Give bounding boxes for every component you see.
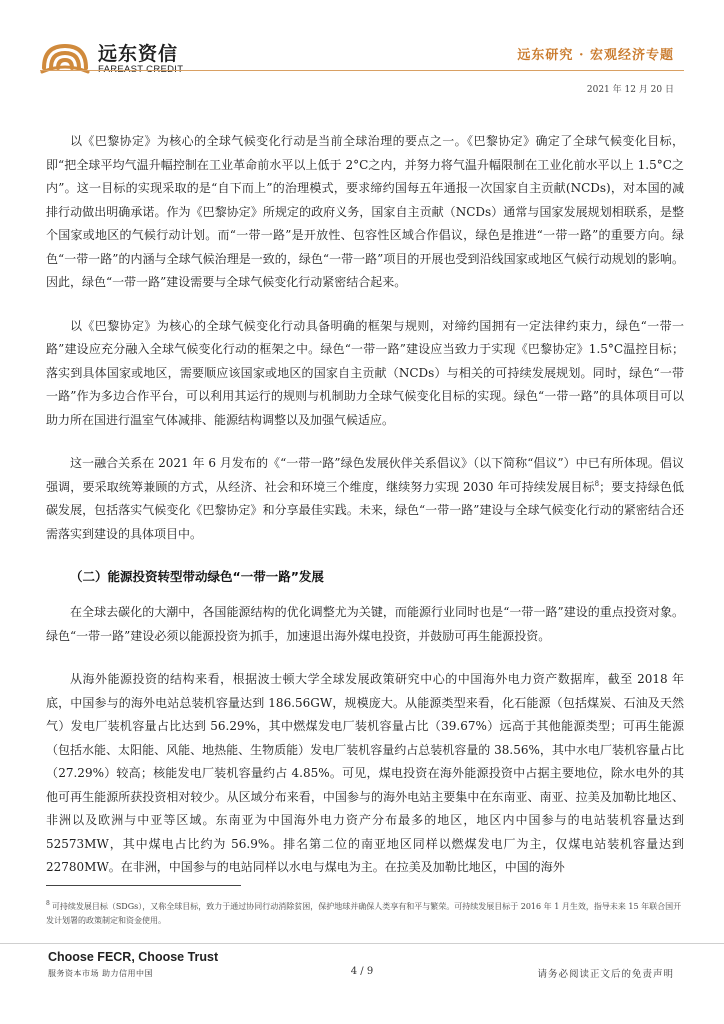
logo-text-cn: 远东资信 <box>98 43 179 65</box>
footnote-text: 可持续发展目标（SDGs），又称全球目标，致力于通过协同行动消除贫困，保护地球并确保人类享有和平与繁荣。可持续发展目标于 2016 年 1 月生效，指导未来 15 年联合国开发计划署的政策制定和资金使用。 <box>46 902 682 925</box>
footnote-divider <box>46 885 241 886</box>
footnote-reference[interactable]: 8 <box>594 479 600 488</box>
footer-slogan-cn: 服务资本市场 助力信用中国 <box>48 969 154 978</box>
paragraph-initiative <box>46 452 684 546</box>
paragraph-framework: 以《巴黎协定》为核心的全球气候变化行动具备明确的框架与规则，对缔约国拥有一定法律约束力，绿色“一带一路”建设应充分融入全球气候变化行动的框架之中。绿色“一带一路”建设应当致力于实现《巴黎协定》1.5°C温控目标；落实到具体国家或地区，需要顺应该国家或地区的国家自主贡献（NCDs）与相关的可持续发展规划。同时，绿色“一带一路”作为多边合作平台，可以利用其运行的规则与机制助力全球气候变化目标的实现。绿色“一带一路”的具体项目可以助力所在国进行温室气体减排、能源结构调整以及加强气候适应。 <box>46 318 684 427</box>
footer-divider <box>0 943 724 944</box>
document-body <box>46 130 684 900</box>
page-header <box>0 0 724 100</box>
footnote <box>46 900 686 928</box>
paragraph-investment-structure: 从海外能源投资的结构来看，根据波士顿大学全球发展政策研究中心的中国海外电力资产数据库，截至 2018 年底，中国参与的海外电站总装机容量达到 186.56GW，规模庞大。从能源类型来看，化石能源（包括煤炭、石油及天然气）发电厂装机容量占比达到 56.29%，其中燃煤发电厂装机容量占比（39.67%）远高于其他能源类型；可再生能源（包括水能、太阳能、风能、地热能、生物质能）发电厂装机容量约占总装机容量的 38.56%，其中水电厂装机容量占比（27.29%）较高；核能发电厂装机容量约占 4.85%。可见，煤电投资在海外能源投资中占据主要地位，除水电外的其他可再生能源所获投资相对较少。从区域分布来看，中国参与的海外电站主要集中在东南亚、南亚、拉美及加勒比地区、非洲以及欧洲与中亚等区域。东南亚为中国海外电力资产分布最多的地区，地区内中国参与的电站装机容量达到 52573MW，其中煤电占比约为 56.9%。排名第二位的南亚地区同样以燃煤发电厂为主，仅煤电站装机容量达到 22780MW。在非洲，中国参与的电站同样以水电与煤电为主。在拉美及加勒比地区，中国的海外 <box>46 672 684 874</box>
company-logo <box>40 38 190 78</box>
header-divider <box>40 70 684 71</box>
report-series-title: 远东研究 · 宏观经济专题 <box>517 48 674 63</box>
footnote-number: 8 <box>46 900 50 908</box>
footer-slogan-en: Choose FECR, Choose Trust <box>48 950 219 964</box>
logo-mark-icon <box>40 38 90 78</box>
section-heading: （二）能源投资转型带动绿色“一带一路”发展 <box>70 569 324 584</box>
page-number: 4 / 9 <box>350 966 374 977</box>
disclaimer-notice[interactable]: 请务必阅读正文后的免责声明 <box>537 969 674 980</box>
paragraph-energy-transition: 在全球去碳化的大潮中，各国能源结构的优化调整尤为关键，而能源行业同时也是“一带一路”建设的重点投资对象。绿色“一带一路”建设必须以能源投资为抓手，加速退出海外煤电投资，并鼓励可再生能源投资。 <box>46 605 684 643</box>
paragraph-initiative-part1: 这一融合关系在 2021 年 6 月发布的《“一带一路”绿色发展伙伴关系倡议》（以下简称“倡议”）中已有所体现。倡议强调，要采取统筹兼顾的方式，从经济、社会和环境三个维度，继续努力实现 2030 年可持续发展目标 <box>46 456 684 494</box>
paragraph-paris-agreement: 以《巴黎协定》为核心的全球气候变化行动是当前全球治理的要点之一。《巴黎协定》确定了全球气候变化目标，即“把全球平均气温升幅控制在工业革命前水平以上低于 2°C之内，并努力将气温升幅限制在工业化前水平以上 1.5°C之内”。这一目标的实现采取的是“自下而上”的治理模式，要求缔约国每五年通报一次国家自主贡献(NCDs)，对本国的减排行动做出明确承诺。作为《巴黎协定》所规定的政府义务，国家自主贡献（NCDs）通常与国家发展规划相联系，是整个国家或地区的气候行动计划。而“一带一路”是开放性、包容性区域合作倡议，绿色是推进“一带一路”的重要方向。绿色“一带一路”的内涵与全球气候治理是一致的，绿色“一带一路”项目的开展也受到沿线国家或地区气候行动规划的影响。因此，绿色“一带一路”建设需要与全球气候变化行动紧密结合起来。 <box>46 134 684 289</box>
report-date: 2021 年 12 月 20 日 <box>586 85 674 95</box>
paragraph-initiative-part2: ；要支持绿色低碳发展，包括落实气候变化《巴黎协定》和分享最佳实践。未来，绿色“一带一路”建设与全球气候变化行动的紧密结合还需落实到建设的具体项目中。 <box>46 479 684 541</box>
